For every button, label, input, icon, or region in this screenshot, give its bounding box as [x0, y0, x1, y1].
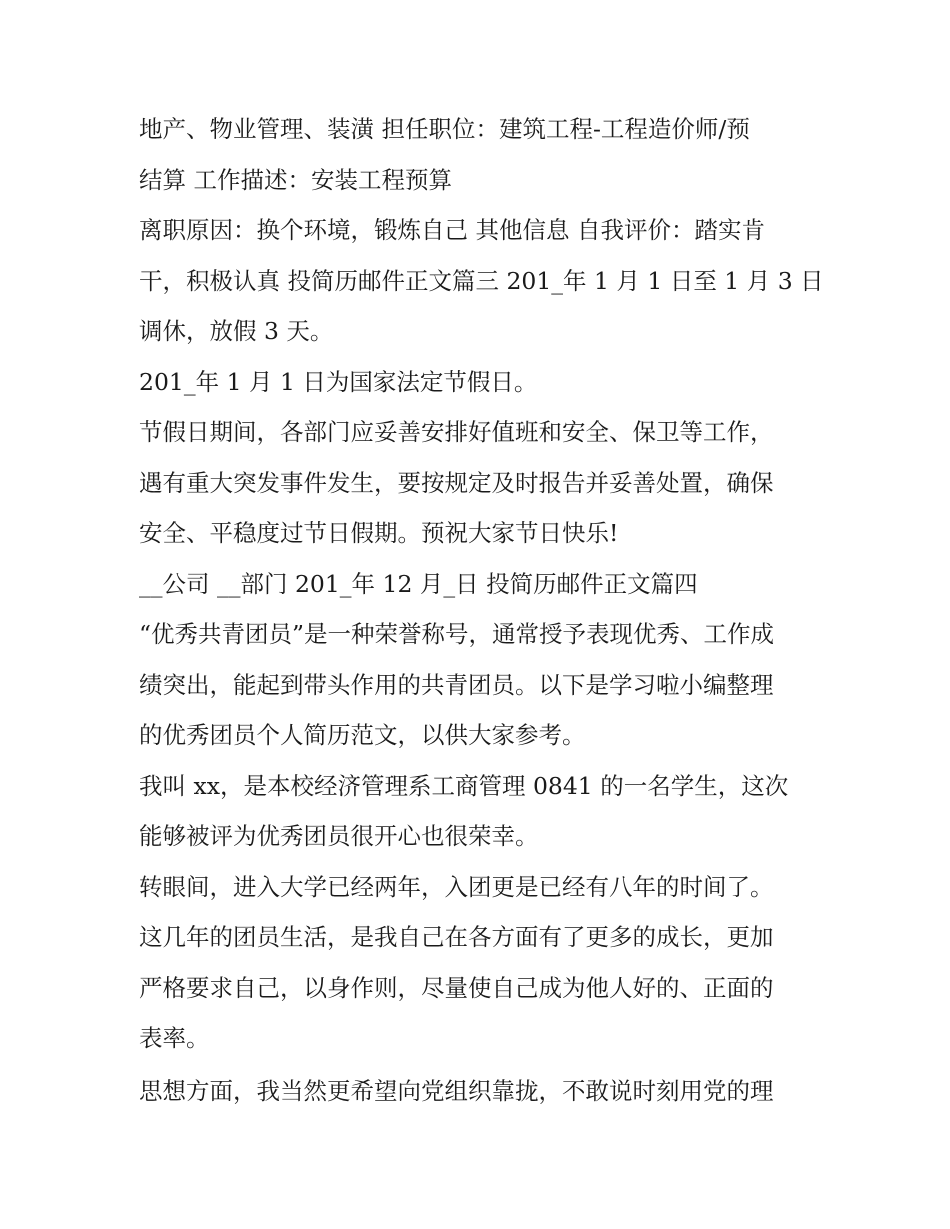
text-line-9: 安全、平稳度过节日假期。预祝大家节日快乐! [139, 519, 619, 547]
text-line-6: 201_年 1 月 1 日为国家法定节假日。 [139, 368, 538, 396]
text-line-12: 绩突出，能起到带头作用的共青团员。以下是学习啦小编整理 [139, 671, 774, 699]
text-line-11: “优秀共青团员”是一种荣誉称号，通常授予表现优秀、工作成 [139, 620, 775, 648]
text-line-3: 离职原因：换个环境，锻炼自己 其他信息 自我评价：踏实肯 [139, 216, 765, 244]
text-line-15: 能够被评为优秀团员很开心也很荣幸。 [139, 822, 539, 850]
text-line-20: 思想方面，我当然更希望向党组织靠拢，不敢说时刻用党的理 [139, 1077, 774, 1105]
text-line-8: 遇有重大突发事件发生，要按规定及时报告并妥善处置，确保 [139, 469, 774, 497]
text-line-1: 地产、物业管理、装潢 担任职位：建筑工程-工程造价师/预 [139, 115, 750, 143]
text-line-5: 调休，放假 3 天。 [139, 317, 334, 345]
text-line-16: 转眼间，进入大学已经两年，入团更是已经有八年的时间了。 [139, 873, 774, 901]
text-line-18: 严格要求自己，以身作则，尽量使自己成为他人好的、正面的 [139, 974, 774, 1002]
text-line-2: 结算 工作描述：安装工程预算 [139, 166, 452, 194]
text-line-10: __公司 __部门 201_年 12 月_日 投简历邮件正文篇四 [139, 570, 698, 598]
text-line-4: 干，积极认真 投简历邮件正文篇三 201_年 1 月 1 日至 1 月 3 日 [139, 267, 824, 295]
text-line-7: 节假日期间，各部门应妥善安排好值班和安全、保卫等工作， [139, 418, 774, 446]
text-line-19: 表率。 [139, 1024, 210, 1052]
text-line-14: 我叫 xx，是本校经济管理系工商管理 0841 的一名学生，这次 [139, 772, 789, 800]
text-line-17: 这几年的团员生活，是我自己在各方面有了更多的成长，更加 [139, 923, 774, 951]
text-line-13: 的优秀团员个人简历范文，以供大家参考。 [139, 721, 586, 749]
